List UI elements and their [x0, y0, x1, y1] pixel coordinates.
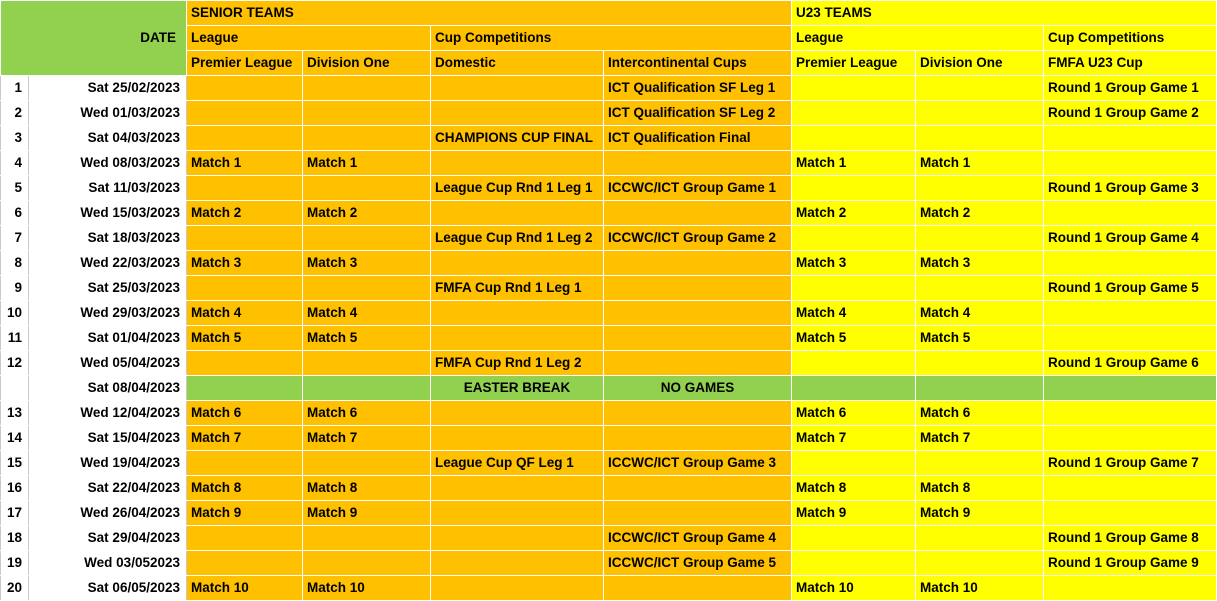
cell-ud1: Match 9 — [916, 501, 1044, 526]
cell-ic: ICCWC/ICT Group Game 1 — [604, 176, 792, 201]
cell-ud1: Match 6 — [916, 401, 1044, 426]
cell-ucup: Round 1 Group Game 4 — [1044, 226, 1217, 251]
header-row-groups — [1, 1, 1217, 26]
cell-dom — [431, 501, 604, 526]
cell-ic — [604, 576, 792, 601]
cell-pl — [187, 126, 303, 151]
cell-d1 — [303, 526, 431, 551]
cell-dom — [431, 151, 604, 176]
cell-ucup: Round 1 Group Game 5 — [1044, 276, 1217, 301]
cell-ud1 — [916, 276, 1044, 301]
cell-n: 7 — [1, 226, 29, 251]
table-row — [1, 226, 1217, 251]
cell-n: 17 — [1, 501, 29, 526]
cell-ud1 — [916, 126, 1044, 151]
cell-date: Wed 08/03/2023 — [29, 151, 187, 176]
cell-n: 19 — [1, 551, 29, 576]
table-row — [1, 276, 1217, 301]
cell-ic — [604, 201, 792, 226]
cell-pl — [187, 376, 303, 401]
column-header-intercontinental: Intercontinental Cups — [604, 51, 792, 76]
cell-pl — [187, 76, 303, 101]
cell-ucup: Round 1 Group Game 1 — [1044, 76, 1217, 101]
cell-d1 — [303, 226, 431, 251]
cell-date: Sat 11/03/2023 — [29, 176, 187, 201]
cell-upl — [792, 376, 916, 401]
column-header-premier-league: Premier League — [187, 51, 303, 76]
column-header-u23-premier-league: Premier League — [792, 51, 916, 76]
cell-dom: CHAMPIONS CUP FINAL — [431, 126, 604, 151]
cell-ud1 — [916, 376, 1044, 401]
cell-date: Wed 03/052023 — [29, 551, 187, 576]
cell-upl: Match 4 — [792, 301, 916, 326]
cell-pl: Match 2 — [187, 201, 303, 226]
table-row — [1, 551, 1217, 576]
table-row — [1, 451, 1217, 476]
table-row — [1, 301, 1217, 326]
cell-ic — [604, 476, 792, 501]
cell-dom — [431, 326, 604, 351]
cell-d1: Match 6 — [303, 401, 431, 426]
cell-ud1: Match 1 — [916, 151, 1044, 176]
column-header-domestic: Domestic — [431, 51, 604, 76]
cell-ic: ICCWC/ICT Group Game 4 — [604, 526, 792, 551]
cell-ud1: Match 2 — [916, 201, 1044, 226]
cell-date: Wed 19/04/2023 — [29, 451, 187, 476]
table-row — [1, 376, 1217, 401]
cell-upl: Match 9 — [792, 501, 916, 526]
cell-ud1: Match 7 — [916, 426, 1044, 451]
cell-pl: Match 7 — [187, 426, 303, 451]
cell-ucup: Round 1 Group Game 8 — [1044, 526, 1217, 551]
subheader-senior-league: League — [187, 26, 431, 51]
cell-pl — [187, 351, 303, 376]
cell-dom — [431, 401, 604, 426]
cell-upl — [792, 176, 916, 201]
cell-date: Sat 06/05/2023 — [29, 576, 187, 601]
cell-dom — [431, 251, 604, 276]
cell-ic: ICT Qualification SF Leg 1 — [604, 76, 792, 101]
cell-pl: Match 4 — [187, 301, 303, 326]
cell-ucup — [1044, 126, 1217, 151]
cell-date: Sat 25/03/2023 — [29, 276, 187, 301]
cell-ic — [604, 426, 792, 451]
cell-ic — [604, 276, 792, 301]
cell-ud1 — [916, 76, 1044, 101]
cell-ud1: Match 8 — [916, 476, 1044, 501]
cell-dom — [431, 101, 604, 126]
group-header-senior: SENIOR TEAMS — [187, 1, 792, 26]
cell-ud1 — [916, 351, 1044, 376]
cell-pl — [187, 451, 303, 476]
cell-d1: Match 2 — [303, 201, 431, 226]
cell-n: 5 — [1, 176, 29, 201]
cell-upl: Match 8 — [792, 476, 916, 501]
column-header-u23-division-one: Division One — [916, 51, 1044, 76]
cell-upl — [792, 451, 916, 476]
cell-d1 — [303, 451, 431, 476]
table-row — [1, 201, 1217, 226]
cell-upl — [792, 551, 916, 576]
cell-date: Sat 25/02/2023 — [29, 76, 187, 101]
group-header-u23: U23 TEAMS — [792, 1, 1217, 26]
cell-n: 11 — [1, 326, 29, 351]
cell-ud1 — [916, 451, 1044, 476]
cell-date: Sat 22/04/2023 — [29, 476, 187, 501]
cell-ucup — [1044, 301, 1217, 326]
cell-n: 12 — [1, 351, 29, 376]
cell-ic — [604, 501, 792, 526]
cell-ud1 — [916, 176, 1044, 201]
table-row — [1, 501, 1217, 526]
column-header-division-one: Division One — [303, 51, 431, 76]
cell-ucup: Round 1 Group Game 7 — [1044, 451, 1217, 476]
cell-ud1 — [916, 526, 1044, 551]
cell-ucup — [1044, 151, 1217, 176]
cell-d1 — [303, 76, 431, 101]
table-row — [1, 101, 1217, 126]
cell-dom — [431, 551, 604, 576]
cell-pl: Match 6 — [187, 401, 303, 426]
cell-n: 2 — [1, 101, 29, 126]
cell-n — [1, 376, 29, 401]
cell-upl: Match 10 — [792, 576, 916, 601]
cell-d1 — [303, 126, 431, 151]
table-row — [1, 76, 1217, 101]
cell-date: Wed 05/04/2023 — [29, 351, 187, 376]
cell-dom — [431, 426, 604, 451]
cell-date: Wed 29/03/2023 — [29, 301, 187, 326]
table-row — [1, 476, 1217, 501]
cell-date: Wed 22/03/2023 — [29, 251, 187, 276]
cell-date: Sat 15/04/2023 — [29, 426, 187, 451]
cell-n: 8 — [1, 251, 29, 276]
cell-ic: NO GAMES — [604, 376, 792, 401]
cell-date: Sat 01/04/2023 — [29, 326, 187, 351]
table-row — [1, 251, 1217, 276]
cell-ucup — [1044, 576, 1217, 601]
cell-ucup — [1044, 201, 1217, 226]
cell-dom — [431, 526, 604, 551]
cell-ic — [604, 401, 792, 426]
cell-date: Sat 04/03/2023 — [29, 126, 187, 151]
table-row — [1, 126, 1217, 151]
subheader-u23-cup: Cup Competitions — [1044, 26, 1217, 51]
cell-dom — [431, 301, 604, 326]
cell-ucup — [1044, 476, 1217, 501]
cell-d1: Match 4 — [303, 301, 431, 326]
cell-pl: Match 9 — [187, 501, 303, 526]
cell-dom: League Cup QF Leg 1 — [431, 451, 604, 476]
cell-ucup — [1044, 251, 1217, 276]
cell-pl — [187, 176, 303, 201]
table-row — [1, 576, 1217, 601]
cell-n: 18 — [1, 526, 29, 551]
cell-pl: Match 10 — [187, 576, 303, 601]
cell-n: 14 — [1, 426, 29, 451]
cell-d1: Match 10 — [303, 576, 431, 601]
cell-dom — [431, 476, 604, 501]
cell-ic: ICT Qualification SF Leg 2 — [604, 101, 792, 126]
cell-upl: Match 1 — [792, 151, 916, 176]
cell-ic: ICCWC/ICT Group Game 2 — [604, 226, 792, 251]
cell-n: 1 — [1, 76, 29, 101]
cell-ud1 — [916, 226, 1044, 251]
cell-upl — [792, 76, 916, 101]
cell-ud1: Match 4 — [916, 301, 1044, 326]
cell-date: Wed 15/03/2023 — [29, 201, 187, 226]
cell-upl — [792, 276, 916, 301]
table-row — [1, 151, 1217, 176]
cell-pl — [187, 226, 303, 251]
table-row — [1, 326, 1217, 351]
cell-dom: FMFA Cup Rnd 1 Leg 1 — [431, 276, 604, 301]
table-row — [1, 176, 1217, 201]
cell-ic — [604, 251, 792, 276]
cell-ucup: Round 1 Group Game 6 — [1044, 351, 1217, 376]
cell-upl — [792, 126, 916, 151]
cell-dom: League Cup Rnd 1 Leg 1 — [431, 176, 604, 201]
cell-date: Sat 08/04/2023 — [29, 376, 187, 401]
cell-d1: Match 1 — [303, 151, 431, 176]
cell-ic — [604, 151, 792, 176]
cell-ucup: Round 1 Group Game 9 — [1044, 551, 1217, 576]
subheader-u23-league: League — [792, 26, 1044, 51]
cell-ucup — [1044, 426, 1217, 451]
cell-ic — [604, 326, 792, 351]
cell-pl — [187, 101, 303, 126]
cell-upl: Match 6 — [792, 401, 916, 426]
table-body — [1, 1, 1217, 601]
cell-n: 16 — [1, 476, 29, 501]
cell-ucup — [1044, 376, 1217, 401]
cell-d1 — [303, 376, 431, 401]
cell-date: Wed 26/04/2023 — [29, 501, 187, 526]
cell-n: 3 — [1, 126, 29, 151]
cell-ic — [604, 351, 792, 376]
cell-ucup: Round 1 Group Game 3 — [1044, 176, 1217, 201]
cell-ic: ICT Qualification Final — [604, 126, 792, 151]
cell-d1 — [303, 176, 431, 201]
cell-upl: Match 3 — [792, 251, 916, 276]
cell-dom — [431, 576, 604, 601]
table-row — [1, 526, 1217, 551]
cell-ic — [604, 301, 792, 326]
table-row — [1, 426, 1217, 451]
cell-pl — [187, 551, 303, 576]
table-row — [1, 351, 1217, 376]
subheader-senior-cup: Cup Competitions — [431, 26, 792, 51]
cell-upl: Match 2 — [792, 201, 916, 226]
cell-pl — [187, 276, 303, 301]
cell-ucup — [1044, 501, 1217, 526]
cell-dom — [431, 76, 604, 101]
cell-ic: ICCWC/ICT Group Game 3 — [604, 451, 792, 476]
cell-d1 — [303, 276, 431, 301]
cell-ic: ICCWC/ICT Group Game 5 — [604, 551, 792, 576]
cell-d1 — [303, 551, 431, 576]
cell-pl: Match 1 — [187, 151, 303, 176]
cell-d1: Match 9 — [303, 501, 431, 526]
date-header-cell — [1, 1, 187, 76]
cell-pl: Match 8 — [187, 476, 303, 501]
cell-ud1: Match 5 — [916, 326, 1044, 351]
cell-upl: Match 7 — [792, 426, 916, 451]
cell-date: Wed 01/03/2023 — [29, 101, 187, 126]
cell-ud1 — [916, 101, 1044, 126]
cell-ucup — [1044, 401, 1217, 426]
cell-d1: Match 5 — [303, 326, 431, 351]
cell-d1 — [303, 351, 431, 376]
cell-ud1: Match 3 — [916, 251, 1044, 276]
cell-n: 13 — [1, 401, 29, 426]
cell-n: 6 — [1, 201, 29, 226]
column-header-u23-cup: FMFA U23 Cup — [1044, 51, 1217, 76]
cell-ud1: Match 10 — [916, 576, 1044, 601]
cell-pl: Match 3 — [187, 251, 303, 276]
cell-n: 10 — [1, 301, 29, 326]
cell-n: 4 — [1, 151, 29, 176]
cell-n: 15 — [1, 451, 29, 476]
cell-upl: Match 5 — [792, 326, 916, 351]
cell-d1: Match 3 — [303, 251, 431, 276]
cell-d1 — [303, 101, 431, 126]
table-row — [1, 401, 1217, 426]
cell-n: 9 — [1, 276, 29, 301]
cell-ucup: Round 1 Group Game 2 — [1044, 101, 1217, 126]
cell-ucup — [1044, 326, 1217, 351]
cell-pl: Match 5 — [187, 326, 303, 351]
cell-date: Sat 29/04/2023 — [29, 526, 187, 551]
cell-upl — [792, 526, 916, 551]
cell-d1: Match 8 — [303, 476, 431, 501]
cell-date: Sat 18/03/2023 — [29, 226, 187, 251]
cell-n: 20 — [1, 576, 29, 601]
cell-upl — [792, 351, 916, 376]
cell-d1: Match 7 — [303, 426, 431, 451]
cell-upl — [792, 226, 916, 251]
cell-dom: League Cup Rnd 1 Leg 2 — [431, 226, 604, 251]
cell-upl — [792, 101, 916, 126]
cell-dom: FMFA Cup Rnd 1 Leg 2 — [431, 351, 604, 376]
cell-ud1 — [916, 551, 1044, 576]
cell-date: Wed 12/04/2023 — [29, 401, 187, 426]
cell-dom: EASTER BREAK — [431, 376, 604, 401]
cell-dom — [431, 201, 604, 226]
cell-pl — [187, 526, 303, 551]
page-title: DATE — [140, 30, 176, 45]
